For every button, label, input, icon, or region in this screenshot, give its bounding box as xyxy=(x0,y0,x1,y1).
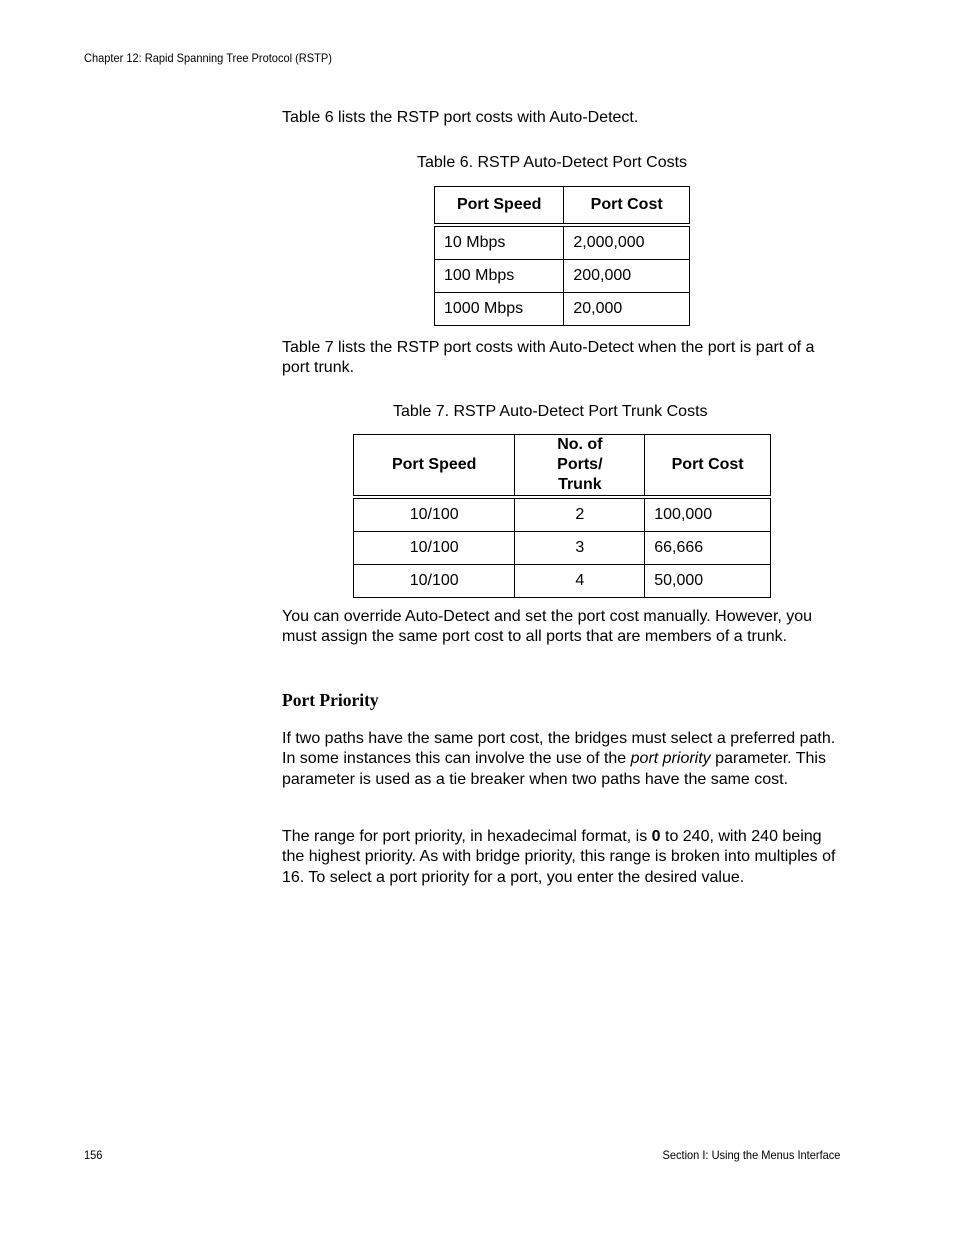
table-cell: 2 xyxy=(515,497,645,532)
section-heading: Port Priority xyxy=(282,690,379,710)
table-cell: 10/100 xyxy=(354,532,515,565)
table-row xyxy=(354,532,771,565)
italic-term: port priority xyxy=(630,750,711,768)
table-cell: 10 Mbps xyxy=(435,225,564,260)
table-cell: 2,000,000 xyxy=(564,225,690,260)
table-row xyxy=(354,497,771,532)
table7-port-trunk-costs xyxy=(353,434,771,598)
table-row xyxy=(435,225,690,260)
table-cell: 66,666 xyxy=(645,532,771,565)
table-header-row xyxy=(435,187,690,226)
text-run: If two paths have the same port cost, the bridges must select a preferred path. In some instances this can involve the use of the xyxy=(282,730,836,768)
text-run: parameter. This parameter is used as a tie breaker when two paths have the same cost. xyxy=(282,750,826,788)
table-cell: 100,000 xyxy=(645,497,771,532)
table-header-row xyxy=(354,435,771,498)
table7-intro: Table 7 lists the RSTP port costs with Auto-Detect when the port is part of a port trunk. xyxy=(282,339,815,377)
table7-caption: Table 7. RSTP Auto-Detect Port Trunk Costs xyxy=(393,403,708,420)
column-header: Port Speed xyxy=(354,435,515,498)
page-number: 156 xyxy=(84,1148,103,1162)
column-header: No. of Ports/ Trunk xyxy=(515,435,645,498)
running-footer: Section I: Using the Menus Interface xyxy=(662,1148,840,1162)
table-cell: 4 xyxy=(515,565,645,598)
column-header: Port Cost xyxy=(645,435,771,498)
port-priority-paragraph-1 xyxy=(282,729,842,790)
table-cell: 1000 Mbps xyxy=(435,293,564,326)
table-cell: 200,000 xyxy=(564,260,690,293)
table6-port-costs xyxy=(434,186,690,326)
table-row xyxy=(435,260,690,293)
bold-value: 0 xyxy=(651,828,661,845)
text-run: The range for port priority, in hexadecimal format, is xyxy=(282,828,652,845)
table6-intro: Table 6 lists the RSTP port costs with Auto-Detect. xyxy=(282,109,639,126)
table-cell: 3 xyxy=(515,532,645,565)
running-header: Chapter 12: Rapid Spanning Tree Protocol (RSTP) xyxy=(84,51,332,65)
table-row xyxy=(435,293,690,326)
table6-caption: Table 6. RSTP Auto-Detect Port Costs xyxy=(417,154,688,171)
column-header: Port Cost xyxy=(564,187,690,226)
text-run: to 240, with 240 being the highest priority. As with bridge priority, this range is broken into multiples of 16. To select a port priority for a port, you enter the desired value. xyxy=(282,828,836,886)
table-cell: 100 Mbps xyxy=(435,260,564,293)
table-cell: 10/100 xyxy=(354,565,515,598)
table-cell: 50,000 xyxy=(645,565,771,598)
column-header: Port Speed xyxy=(435,187,564,226)
table-cell: 20,000 xyxy=(564,293,690,326)
port-priority-paragraph-2 xyxy=(282,827,842,888)
table-row xyxy=(354,565,771,598)
table-cell: 10/100 xyxy=(354,497,515,532)
override-paragraph: You can override Auto-Detect and set the port cost manually. However, you must assign the same port cost to all ports that are members of a trunk. xyxy=(282,608,813,646)
